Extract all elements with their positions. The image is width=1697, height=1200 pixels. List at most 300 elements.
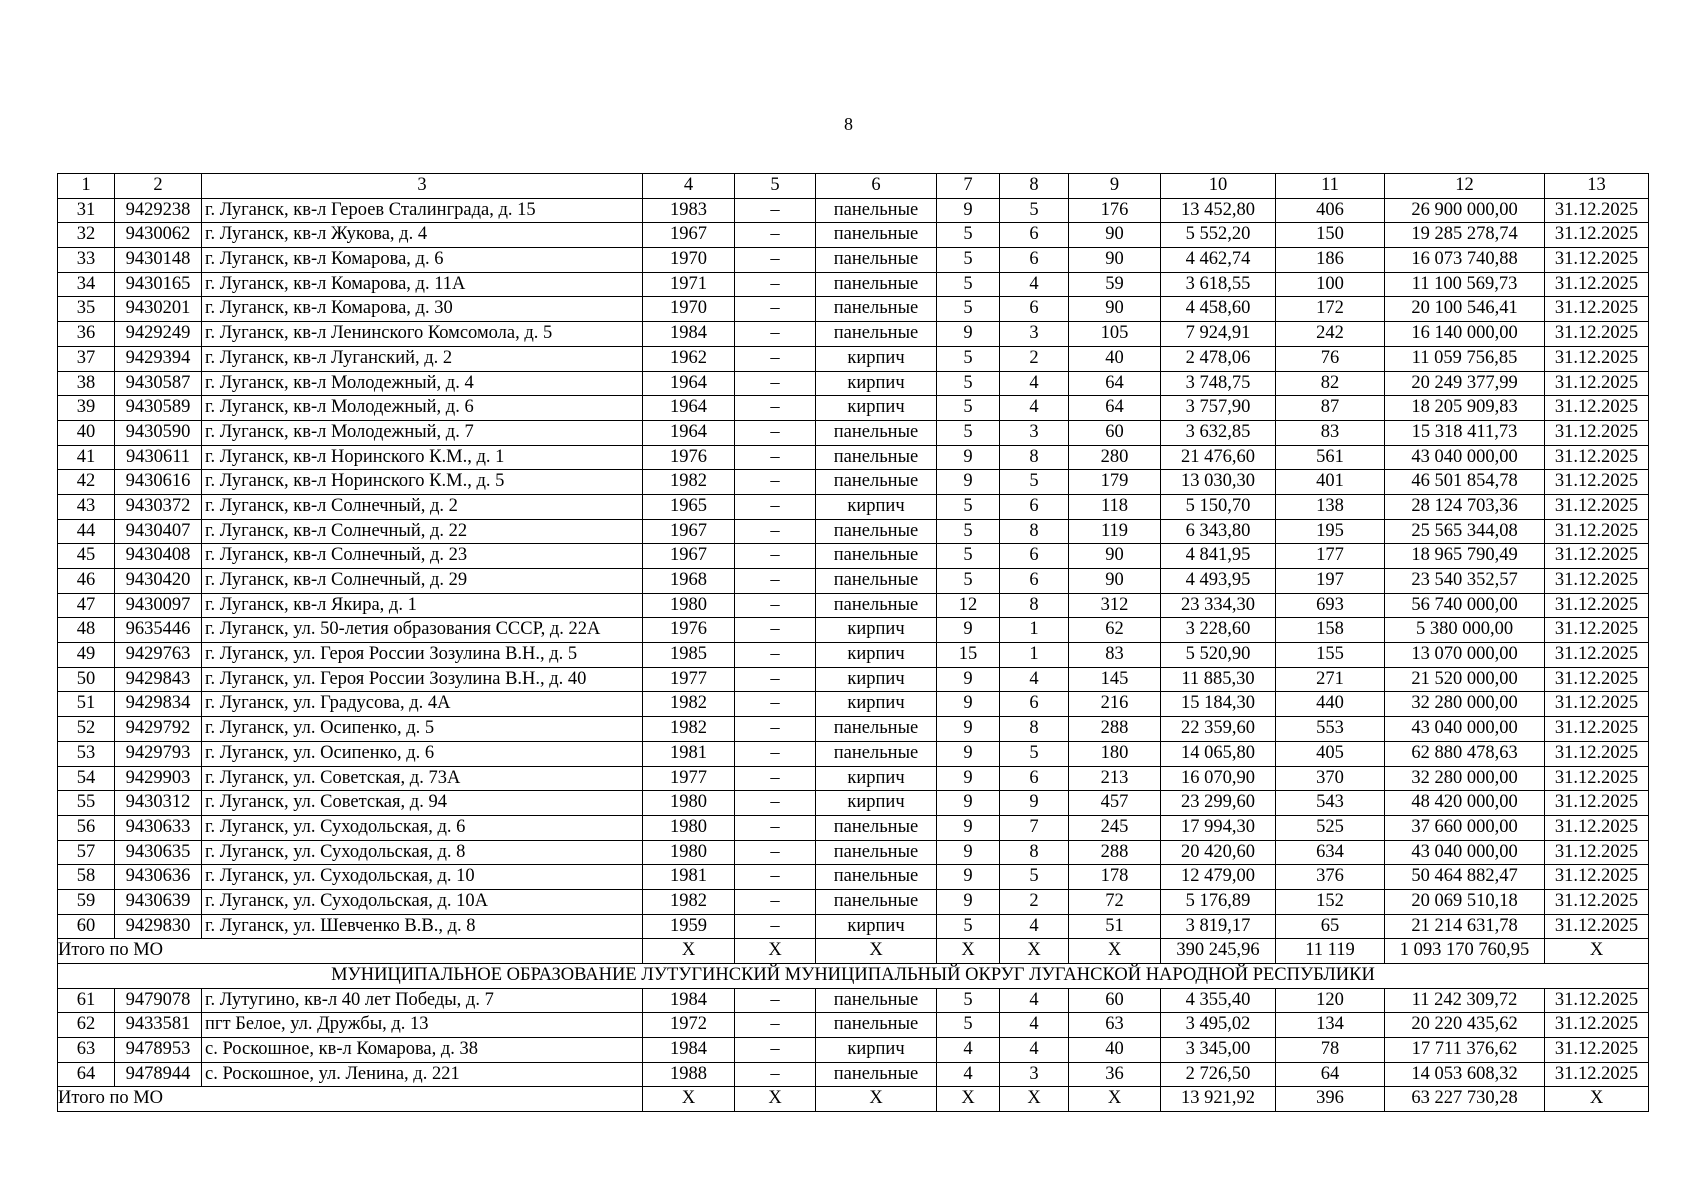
- total-cell: X: [1545, 939, 1649, 964]
- table-cell: 134: [1276, 1013, 1385, 1038]
- table-cell: г. Луганск, ул. Шевченко В.В., д. 8: [202, 914, 643, 939]
- table-cell: 177: [1276, 544, 1385, 569]
- table-cell: панельные: [816, 544, 937, 569]
- table-cell: 3 228,60: [1161, 618, 1276, 643]
- table-cell: 213: [1069, 766, 1161, 791]
- table-row: [58, 593, 1649, 618]
- column-number-cell: 6: [816, 174, 937, 199]
- table-cell: 15 184,30: [1161, 692, 1276, 717]
- table-cell: пгт Белое, ул. Дружбы, д. 13: [202, 1013, 643, 1038]
- table-cell: панельные: [816, 889, 937, 914]
- table-cell: 9: [937, 840, 1000, 865]
- total-cell: X: [937, 1087, 1000, 1112]
- table-row: [58, 494, 1649, 519]
- table-cell: 5: [1000, 470, 1069, 495]
- table-cell: 82: [1276, 371, 1385, 396]
- table-cell: 3 632,85: [1161, 420, 1276, 445]
- table-row: [58, 791, 1649, 816]
- table-row: [58, 865, 1649, 890]
- table-cell: 16 140 000,00: [1385, 322, 1545, 347]
- table-cell: 38: [58, 371, 115, 396]
- section-heading: МУНИЦИПАЛЬНОЕ ОБРАЗОВАНИЕ ЛУТУГИНСКИЙ МУНИЦИПАЛЬНЫЙ ОКРУГ ЛУГАНСКОЙ НАРОДНОЙ РЕСПУБЛИКИ: [58, 964, 1649, 989]
- table-cell: 20 420,60: [1161, 840, 1276, 865]
- table-cell: 5: [937, 569, 1000, 594]
- total-cell: X: [1069, 939, 1161, 964]
- table-cell: панельные: [816, 569, 937, 594]
- table-cell: 1967: [643, 223, 735, 248]
- table-cell: 7: [1000, 815, 1069, 840]
- table-cell: г. Луганск, ул. Суходольская, д. 6: [202, 815, 643, 840]
- table-cell: 457: [1069, 791, 1161, 816]
- table-cell: 4: [1000, 1013, 1069, 1038]
- table-cell: –: [735, 445, 816, 470]
- table-cell: 9430372: [115, 494, 202, 519]
- table-cell: 9430590: [115, 420, 202, 445]
- table-cell: 3 819,17: [1161, 914, 1276, 939]
- table-cell: 18 965 790,49: [1385, 544, 1545, 569]
- table-cell: 56 740 000,00: [1385, 593, 1545, 618]
- table-cell: 53: [58, 741, 115, 766]
- table-cell: 9: [937, 198, 1000, 223]
- total-row: [58, 939, 1649, 964]
- table-cell: 31.12.2025: [1545, 1062, 1649, 1087]
- table-cell: 51: [1069, 914, 1161, 939]
- table-cell: 1983: [643, 198, 735, 223]
- table-row: [58, 346, 1649, 371]
- table-cell: 61: [58, 988, 115, 1013]
- table-cell: 1964: [643, 371, 735, 396]
- table-cell: 87: [1276, 396, 1385, 421]
- table-cell: 43 040 000,00: [1385, 717, 1545, 742]
- table-cell: 21 520 000,00: [1385, 667, 1545, 692]
- column-number-cell: 1: [58, 174, 115, 199]
- table-cell: 280: [1069, 445, 1161, 470]
- table-cell: 561: [1276, 445, 1385, 470]
- table-cell: 20 249 377,99: [1385, 371, 1545, 396]
- table-cell: 155: [1276, 643, 1385, 668]
- table-cell: –: [735, 198, 816, 223]
- table-cell: 7 924,91: [1161, 322, 1276, 347]
- table-cell: 5: [1000, 865, 1069, 890]
- table-cell: 33: [58, 248, 115, 273]
- table-cell: 1971: [643, 272, 735, 297]
- table-cell: 83: [1069, 643, 1161, 668]
- table-cell: 1981: [643, 865, 735, 890]
- table-cell: 5: [937, 297, 1000, 322]
- table-cell: 60: [1069, 420, 1161, 445]
- table-cell: 32 280 000,00: [1385, 692, 1545, 717]
- table-cell: 31.12.2025: [1545, 741, 1649, 766]
- table-cell: –: [735, 593, 816, 618]
- total-cell: X: [1000, 1087, 1069, 1112]
- table-cell: 8: [1000, 717, 1069, 742]
- table-cell: 4: [1000, 988, 1069, 1013]
- total-cell: X: [937, 939, 1000, 964]
- total-cell: X: [1069, 1087, 1161, 1112]
- table-cell: с. Роскошное, ул. Ленина, д. 221: [202, 1062, 643, 1087]
- section-row: [58, 964, 1649, 989]
- table-row: [58, 741, 1649, 766]
- table-cell: панельные: [816, 248, 937, 273]
- column-number-cell: 5: [735, 174, 816, 199]
- table-row: [58, 322, 1649, 347]
- table-cell: кирпич: [816, 766, 937, 791]
- table-row: [58, 667, 1649, 692]
- table-cell: г. Луганск, ул. Суходольская, д. 8: [202, 840, 643, 865]
- table-cell: –: [735, 667, 816, 692]
- table-cell: 64: [58, 1062, 115, 1087]
- table-cell: 180: [1069, 741, 1161, 766]
- table-cell: 3 345,00: [1161, 1038, 1276, 1063]
- table-cell: 20 220 435,62: [1385, 1013, 1545, 1038]
- table-cell: 23 299,60: [1161, 791, 1276, 816]
- table-cell: 9430407: [115, 519, 202, 544]
- table-cell: 37: [58, 346, 115, 371]
- table-row: [58, 420, 1649, 445]
- table-cell: 4: [1000, 914, 1069, 939]
- table-cell: 31.12.2025: [1545, 519, 1649, 544]
- table-cell: 51: [58, 692, 115, 717]
- table-cell: кирпич: [816, 618, 937, 643]
- table-cell: 5: [937, 248, 1000, 273]
- table-cell: 5: [937, 544, 1000, 569]
- table-cell: –: [735, 371, 816, 396]
- table-cell: панельные: [816, 1062, 937, 1087]
- table-cell: кирпич: [816, 396, 937, 421]
- table-cell: 4: [937, 1038, 1000, 1063]
- table-cell: 60: [1069, 988, 1161, 1013]
- table-cell: 1959: [643, 914, 735, 939]
- table-cell: 5 150,70: [1161, 494, 1276, 519]
- table-cell: 59: [58, 889, 115, 914]
- total-cell: X: [643, 939, 735, 964]
- table-cell: 76: [1276, 346, 1385, 371]
- table-cell: 26 900 000,00: [1385, 198, 1545, 223]
- table-cell: 401: [1276, 470, 1385, 495]
- table-cell: 47: [58, 593, 115, 618]
- table-cell: –: [735, 420, 816, 445]
- table-cell: 83: [1276, 420, 1385, 445]
- table-cell: 90: [1069, 248, 1161, 273]
- table-cell: –: [735, 815, 816, 840]
- table-cell: 6: [1000, 544, 1069, 569]
- table-cell: 19 285 278,74: [1385, 223, 1545, 248]
- table-cell: 172: [1276, 297, 1385, 322]
- table-cell: 9: [937, 667, 1000, 692]
- page-number: 8: [844, 114, 853, 134]
- table-cell: 23 540 352,57: [1385, 569, 1545, 594]
- table-cell: 9430097: [115, 593, 202, 618]
- table-cell: г. Луганск, кв-л Якира, д. 1: [202, 593, 643, 618]
- table-cell: 405: [1276, 741, 1385, 766]
- table-cell: 1967: [643, 519, 735, 544]
- table-cell: 31.12.2025: [1545, 371, 1649, 396]
- total-cell: 11 119: [1276, 939, 1385, 964]
- table-cell: с. Роскошное, кв-л Комарова, д. 38: [202, 1038, 643, 1063]
- table-cell: 138: [1276, 494, 1385, 519]
- column-number-cell: 4: [643, 174, 735, 199]
- table-cell: 1982: [643, 692, 735, 717]
- table-cell: –: [735, 569, 816, 594]
- table-cell: 9430165: [115, 272, 202, 297]
- table-cell: 1980: [643, 791, 735, 816]
- table-cell: –: [735, 692, 816, 717]
- table-cell: 31.12.2025: [1545, 272, 1649, 297]
- table-cell: г. Луганск, кв-л Комарова, д. 11А: [202, 272, 643, 297]
- table-cell: 55: [58, 791, 115, 816]
- table-cell: г. Луганск, ул. Осипенко, д. 5: [202, 717, 643, 742]
- table-cell: 6: [1000, 248, 1069, 273]
- table-cell: 16 073 740,88: [1385, 248, 1545, 273]
- table-cell: 62: [58, 1013, 115, 1038]
- table-cell: г. Луганск, ул. Осипенко, д. 6: [202, 741, 643, 766]
- table-cell: 31.12.2025: [1545, 420, 1649, 445]
- table-row: [58, 371, 1649, 396]
- table-cell: 36: [1069, 1062, 1161, 1087]
- table-cell: –: [735, 741, 816, 766]
- table-cell: г. Луганск, ул. 50-летия образования СССР, д. 22А: [202, 618, 643, 643]
- table-cell: панельные: [816, 420, 937, 445]
- table-row: [58, 1062, 1649, 1087]
- table-cell: 1: [1000, 643, 1069, 668]
- table-cell: 634: [1276, 840, 1385, 865]
- table-cell: 16 070,90: [1161, 766, 1276, 791]
- column-number-cell: 10: [1161, 174, 1276, 199]
- table-cell: 1976: [643, 618, 735, 643]
- table-cell: г. Луганск, кв-л Луганский, д. 2: [202, 346, 643, 371]
- table-cell: –: [735, 519, 816, 544]
- total-cell: 1 093 170 760,95: [1385, 939, 1545, 964]
- table-cell: 60: [58, 914, 115, 939]
- table-cell: 11 100 569,73: [1385, 272, 1545, 297]
- table-cell: –: [735, 322, 816, 347]
- table-cell: 8: [1000, 593, 1069, 618]
- total-label: Итого по МО: [58, 939, 643, 964]
- table-cell: 31.12.2025: [1545, 692, 1649, 717]
- table-cell: 90: [1069, 544, 1161, 569]
- table-cell: 9429394: [115, 346, 202, 371]
- table-cell: 5: [937, 988, 1000, 1013]
- table-cell: 8: [1000, 519, 1069, 544]
- table-cell: панельные: [816, 1013, 937, 1038]
- table-cell: 12: [937, 593, 1000, 618]
- table-cell: 32 280 000,00: [1385, 766, 1545, 791]
- table-row: [58, 1013, 1649, 1038]
- table-cell: 50 464 882,47: [1385, 865, 1545, 890]
- table-cell: –: [735, 223, 816, 248]
- table-cell: –: [735, 494, 816, 519]
- table-row: [58, 692, 1649, 717]
- table-cell: 9: [937, 445, 1000, 470]
- table-cell: 13 452,80: [1161, 198, 1276, 223]
- table-cell: г. Луганск, кв-л Ленинского Комсомола, д. 5: [202, 322, 643, 347]
- table-cell: 5 380 000,00: [1385, 618, 1545, 643]
- table-cell: –: [735, 766, 816, 791]
- table-row: [58, 544, 1649, 569]
- total-cell: X: [735, 1087, 816, 1112]
- table-cell: г. Луганск, кв-л Молодежный, д. 6: [202, 396, 643, 421]
- table-cell: 35: [58, 297, 115, 322]
- table-row: [58, 914, 1649, 939]
- table-cell: 63: [58, 1038, 115, 1063]
- table-cell: г. Луганск, кв-л Норинского К.М., д. 5: [202, 470, 643, 495]
- table-cell: 17 994,30: [1161, 815, 1276, 840]
- table-row: [58, 470, 1649, 495]
- housing-table: [57, 173, 1649, 1112]
- table-cell: 178: [1069, 865, 1161, 890]
- table-cell: 9430633: [115, 815, 202, 840]
- table-cell: 11 242 309,72: [1385, 988, 1545, 1013]
- table-cell: 1970: [643, 297, 735, 322]
- table-cell: 197: [1276, 569, 1385, 594]
- table-cell: панельные: [816, 988, 937, 1013]
- table-cell: 1981: [643, 741, 735, 766]
- table-cell: 21 476,60: [1161, 445, 1276, 470]
- table-cell: 9: [937, 865, 1000, 890]
- table-cell: 31.12.2025: [1545, 717, 1649, 742]
- table-cell: 1984: [643, 1038, 735, 1063]
- table-cell: 2: [1000, 889, 1069, 914]
- table-row: [58, 248, 1649, 273]
- table-cell: 5: [1000, 741, 1069, 766]
- table-cell: 31.12.2025: [1545, 865, 1649, 890]
- table-cell: панельные: [816, 223, 937, 248]
- table-cell: –: [735, 717, 816, 742]
- table-cell: 5 552,20: [1161, 223, 1276, 248]
- table-cell: 245: [1069, 815, 1161, 840]
- total-cell: X: [1545, 1087, 1649, 1112]
- table-cell: 176: [1069, 198, 1161, 223]
- table-cell: г. Луганск, ул. Героя России Зозулина В.Н., д. 40: [202, 667, 643, 692]
- table-cell: 9: [937, 470, 1000, 495]
- table-cell: –: [735, 248, 816, 273]
- table-cell: 3 748,75: [1161, 371, 1276, 396]
- table-cell: 5: [937, 914, 1000, 939]
- table-cell: 376: [1276, 865, 1385, 890]
- table-cell: 1: [1000, 618, 1069, 643]
- table-cell: 31.12.2025: [1545, 396, 1649, 421]
- column-number-cell: 2: [115, 174, 202, 199]
- table-cell: 5: [1000, 198, 1069, 223]
- table-cell: панельные: [816, 593, 937, 618]
- total-cell: 13 921,92: [1161, 1087, 1276, 1112]
- table-cell: г. Луганск, ул. Градусова, д. 4А: [202, 692, 643, 717]
- table-cell: 9: [937, 322, 1000, 347]
- table-cell: 9478953: [115, 1038, 202, 1063]
- table-cell: 46 501 854,78: [1385, 470, 1545, 495]
- table-cell: 1972: [643, 1013, 735, 1038]
- table-cell: 62 880 478,63: [1385, 741, 1545, 766]
- table-cell: г. Луганск, кв-л Солнечный, д. 29: [202, 569, 643, 594]
- table-cell: 9: [937, 815, 1000, 840]
- table-cell: г. Луганск, ул. Героя России Зозулина В.Н., д. 5: [202, 643, 643, 668]
- table-cell: 48 420 000,00: [1385, 791, 1545, 816]
- table-cell: 20 100 546,41: [1385, 297, 1545, 322]
- table-cell: 9429843: [115, 667, 202, 692]
- column-number-cell: 3: [202, 174, 643, 199]
- total-cell: X: [816, 939, 937, 964]
- table-cell: 31.12.2025: [1545, 248, 1649, 273]
- table-cell: 31.12.2025: [1545, 618, 1649, 643]
- table-cell: 36: [58, 322, 115, 347]
- table-cell: 9433581: [115, 1013, 202, 1038]
- table-cell: г. Луганск, кв-л Норинского К.М., д. 1: [202, 445, 643, 470]
- table-cell: 14 053 608,32: [1385, 1062, 1545, 1087]
- table-cell: кирпич: [816, 692, 937, 717]
- table-cell: 4 841,95: [1161, 544, 1276, 569]
- table-cell: 45: [58, 544, 115, 569]
- table-cell: 9430408: [115, 544, 202, 569]
- table-cell: 31.12.2025: [1545, 346, 1649, 371]
- table-cell: 40: [1069, 346, 1161, 371]
- column-number-row: [58, 174, 1649, 199]
- table-cell: 65: [1276, 914, 1385, 939]
- column-number-cell: 13: [1545, 174, 1649, 199]
- table-cell: 9430587: [115, 371, 202, 396]
- table-cell: 9: [1000, 791, 1069, 816]
- table-cell: 9429238: [115, 198, 202, 223]
- table-cell: 6: [1000, 766, 1069, 791]
- table-cell: 31.12.2025: [1545, 593, 1649, 618]
- table-cell: 1968: [643, 569, 735, 594]
- table-cell: 31.12.2025: [1545, 544, 1649, 569]
- table-cell: 72: [1069, 889, 1161, 914]
- table-cell: 9479078: [115, 988, 202, 1013]
- table-cell: –: [735, 840, 816, 865]
- table-cell: 4 493,95: [1161, 569, 1276, 594]
- table-cell: 1977: [643, 766, 735, 791]
- table-cell: 6 343,80: [1161, 519, 1276, 544]
- table-cell: 4: [1000, 272, 1069, 297]
- table-cell: 31.12.2025: [1545, 198, 1649, 223]
- table-cell: 105: [1069, 322, 1161, 347]
- table-cell: 90: [1069, 569, 1161, 594]
- table-cell: 2: [1000, 346, 1069, 371]
- table-cell: 693: [1276, 593, 1385, 618]
- table-row: [58, 297, 1649, 322]
- table-cell: 15 318 411,73: [1385, 420, 1545, 445]
- table-cell: 31.12.2025: [1545, 766, 1649, 791]
- table-cell: 242: [1276, 322, 1385, 347]
- table-cell: 6: [1000, 494, 1069, 519]
- table-cell: кирпич: [816, 914, 937, 939]
- table-cell: 18 205 909,83: [1385, 396, 1545, 421]
- table-cell: 440: [1276, 692, 1385, 717]
- table-cell: 9429903: [115, 766, 202, 791]
- table-cell: 118: [1069, 494, 1161, 519]
- table-row: [58, 396, 1649, 421]
- table-cell: 58: [58, 865, 115, 890]
- table-cell: 50: [58, 667, 115, 692]
- table-cell: 3: [1000, 420, 1069, 445]
- table-cell: 31.12.2025: [1545, 1013, 1649, 1038]
- table-cell: –: [735, 297, 816, 322]
- table-cell: 145: [1069, 667, 1161, 692]
- total-cell: 396: [1276, 1087, 1385, 1112]
- table-cell: 158: [1276, 618, 1385, 643]
- table-cell: 370: [1276, 766, 1385, 791]
- table-cell: панельные: [816, 272, 937, 297]
- table-cell: 216: [1069, 692, 1161, 717]
- table-cell: 25 565 344,08: [1385, 519, 1545, 544]
- table-cell: 4: [1000, 1038, 1069, 1063]
- total-cell: 63 227 730,28: [1385, 1087, 1545, 1112]
- table-cell: 5: [937, 371, 1000, 396]
- table-cell: кирпич: [816, 667, 937, 692]
- table-cell: 8: [1000, 840, 1069, 865]
- table-cell: г. Луганск, ул. Суходольская, д. 10А: [202, 889, 643, 914]
- table-cell: г. Луганск, ул. Советская, д. 94: [202, 791, 643, 816]
